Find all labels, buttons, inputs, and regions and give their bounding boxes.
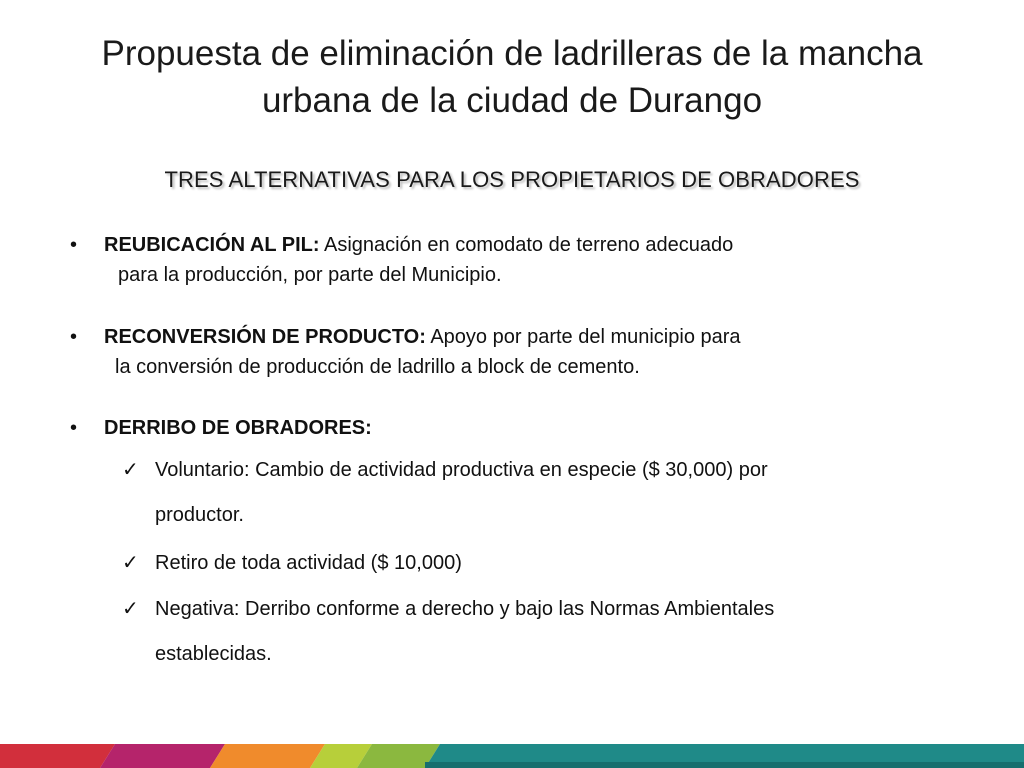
stripe-red <box>0 744 115 768</box>
slide-title <box>40 30 984 124</box>
bullet-marker: • <box>70 417 78 439</box>
slide-title-line-2: urbana de la ciudad de Durango <box>261 81 763 120</box>
checkmark-icon: ✓ <box>122 552 139 574</box>
bullet-text: Apoyo por parte del municipio para <box>425 326 741 348</box>
bullet-text: Asignación en comodato de terreno adecuado <box>319 234 734 256</box>
bullet-continuation: para la producción, por parte del Municipio. <box>118 264 502 286</box>
footer-stripe-graphic <box>0 744 1024 768</box>
check-text: Retiro de toda actividad ($ 10,000) <box>155 552 462 574</box>
check-continuation: productor. <box>155 504 244 526</box>
bullet-heading: RECONVERSIÓN DE PRODUCTO: <box>104 326 426 348</box>
bullet-heading: DERRIBO DE OBRADORES: <box>104 417 372 439</box>
check-text: Negativa: Derribo conforme a derecho y bajo las Normas Ambientales <box>155 598 775 620</box>
stripe-teal-shade <box>425 762 1024 768</box>
stripe-orange <box>210 744 325 768</box>
checkmark-icon: ✓ <box>122 598 139 620</box>
slide-title-line-1: Propuesta de eliminación de ladrilleras de la mancha <box>101 34 923 73</box>
bullet-marker: • <box>70 234 78 256</box>
bullet-line <box>104 322 741 352</box>
bullet-line <box>104 230 733 260</box>
bullet-marker: • <box>70 326 78 348</box>
footer-stripe <box>0 744 1024 768</box>
bullet-heading: REUBICACIÓN AL PIL: <box>104 234 320 256</box>
check-continuation: establecidas. <box>155 643 272 665</box>
bullet-continuation: la conversión de producción de ladrillo a block de cemento. <box>115 356 640 378</box>
stripe-magenta <box>100 744 225 768</box>
slide-subtitle: TRES ALTERNATIVAS PARA LOS PROPIETARIOS DE OBRADORES <box>164 167 860 192</box>
check-text: Voluntario: Cambio de actividad productiva en especie ($ 30,000) por <box>155 459 768 481</box>
bullet-line <box>104 413 372 443</box>
checkmark-icon: ✓ <box>122 459 139 481</box>
